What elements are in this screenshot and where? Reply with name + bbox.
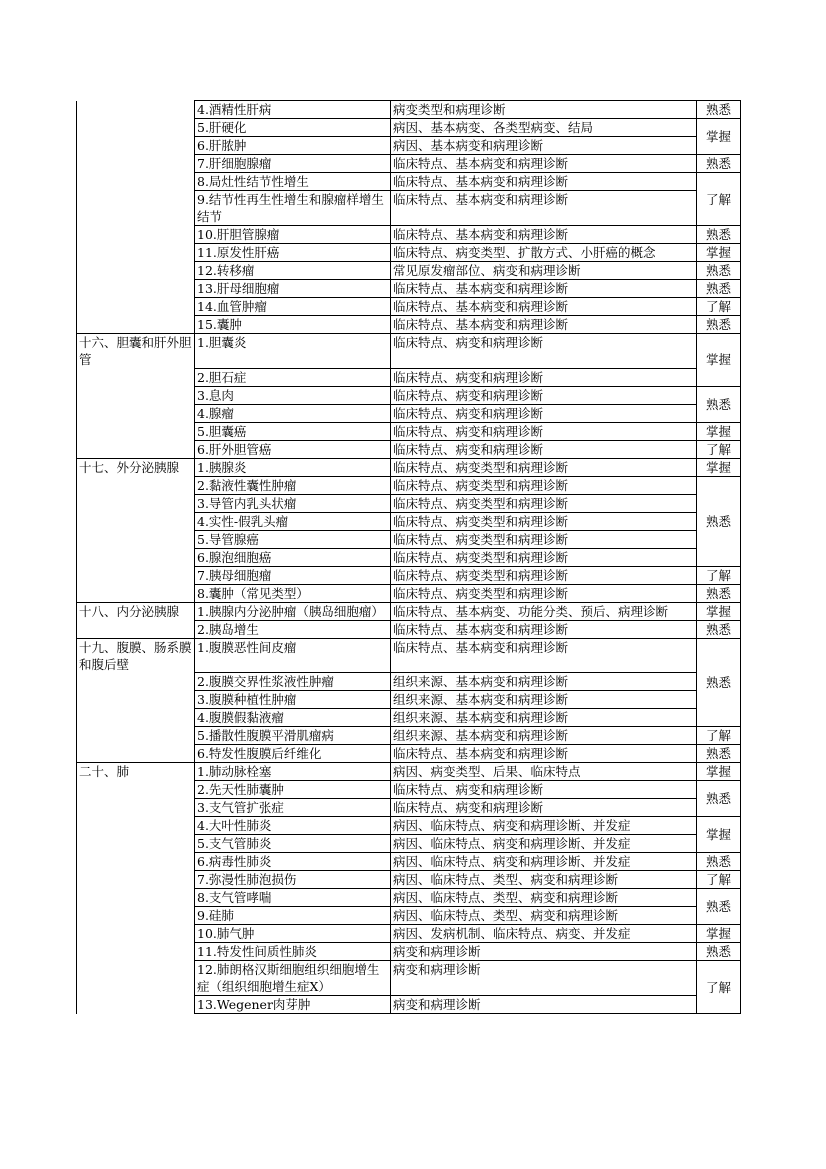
topic-cell: 2.腹膜交界性浆液性肿瘤 [195, 673, 391, 691]
requirement-cell: 常见原发瘤部位、病变和病理诊断 [391, 262, 697, 280]
level-cell: 掌握 [697, 244, 741, 262]
level-cell: 掌握 [697, 817, 741, 853]
topic-cell: 8.支气管哮喘 [195, 889, 391, 907]
category-cell [77, 119, 195, 137]
table-row [77, 925, 741, 943]
requirement-cell: 病因、临床特点、病变和病理诊断、并发症 [391, 853, 697, 871]
table-row [77, 244, 741, 262]
category-cell [77, 548, 195, 566]
topic-cell: 6.肝脓肿 [195, 137, 391, 155]
requirement-cell: 病变和病理诊断 [391, 943, 697, 961]
requirement-cell: 临床特点、病变类型和病理诊断 [391, 458, 697, 476]
table-row [77, 298, 741, 316]
level-cell: 熟悉 [697, 853, 741, 871]
topic-cell: 1.胆囊炎 [195, 334, 391, 369]
category-cell [77, 996, 195, 1014]
level-cell: 熟悉 [697, 638, 741, 727]
category-cell [77, 280, 195, 298]
category-cell [77, 494, 195, 512]
level-cell: 掌握 [697, 602, 741, 620]
topic-cell: 5.支气管肺炎 [195, 835, 391, 853]
table-row [77, 137, 741, 155]
topic-cell: 6.腺泡细胞癌 [195, 548, 391, 566]
table-row [77, 458, 741, 476]
category-cell [77, 368, 195, 386]
category-cell [77, 709, 195, 727]
table-row [77, 548, 741, 566]
table-row [77, 889, 741, 907]
level-cell: 熟悉 [697, 316, 741, 334]
requirement-cell: 临床特点、病变类型和病理诊断 [391, 548, 697, 566]
requirement-cell: 组织来源、基本病变和病理诊断 [391, 691, 697, 709]
level-cell: 熟悉 [697, 386, 741, 422]
table-row [77, 817, 741, 835]
topic-cell: 4.实性-假乳头瘤 [195, 512, 391, 530]
table-row [77, 404, 741, 422]
requirement-cell: 病变和病理诊断 [391, 961, 697, 996]
topic-cell: 10.肝胆管腺瘤 [195, 226, 391, 244]
level-cell: 熟悉 [697, 476, 741, 566]
topic-cell: 6.特发性腹膜后纤维化 [195, 745, 391, 763]
category-cell [77, 817, 195, 835]
requirement-cell: 临床特点、基本病变和病理诊断 [391, 316, 697, 334]
category-cell [77, 422, 195, 440]
level-cell: 熟悉 [697, 889, 741, 925]
requirement-cell: 临床特点、病变类型和病理诊断 [391, 566, 697, 584]
category-cell [77, 727, 195, 745]
requirement-cell: 临床特点、基本病变和病理诊断 [391, 638, 697, 673]
table-row [77, 476, 741, 494]
requirement-cell: 临床特点、基本病变和病理诊断 [391, 191, 697, 226]
category-cell: 十七、外分泌胰腺 [77, 458, 195, 476]
table-row [77, 835, 741, 853]
level-cell: 掌握 [697, 458, 741, 476]
table-row [77, 386, 741, 404]
level-cell: 了解 [697, 961, 741, 1014]
table-row [77, 638, 741, 673]
table-row [77, 119, 741, 137]
table-row [77, 781, 741, 799]
table-row [77, 101, 741, 119]
category-cell [77, 745, 195, 763]
topic-cell: 7.肝细胞腺瘤 [195, 155, 391, 173]
requirement-cell: 病因、临床特点、病变和病理诊断、并发症 [391, 835, 697, 853]
level-cell: 掌握 [697, 925, 741, 943]
requirement-cell: 组织来源、基本病变和病理诊断 [391, 727, 697, 745]
category-cell [77, 799, 195, 817]
requirement-cell: 临床特点、基本病变、功能分类、预后、病理诊断 [391, 602, 697, 620]
category-cell [77, 530, 195, 548]
requirement-cell: 病变和病理诊断 [391, 996, 697, 1014]
topic-cell: 3.腹膜种植性肿瘤 [195, 691, 391, 709]
table-row [77, 584, 741, 602]
table-row [77, 368, 741, 386]
topic-cell: 6.病毒性肺炎 [195, 853, 391, 871]
topic-cell: 5.肝硬化 [195, 119, 391, 137]
requirement-cell: 病因、临床特点、类型、病变和病理诊断 [391, 907, 697, 925]
category-cell [77, 155, 195, 173]
level-cell: 熟悉 [697, 943, 741, 961]
requirement-cell: 临床特点、基本病变和病理诊断 [391, 620, 697, 638]
topic-cell: 9.硅肺 [195, 907, 391, 925]
category-cell [77, 191, 195, 226]
category-cell [77, 226, 195, 244]
level-cell: 了解 [697, 298, 741, 316]
level-cell: 了解 [697, 871, 741, 889]
topic-cell: 15.囊肿 [195, 316, 391, 334]
requirement-cell: 临床特点、病变和病理诊断 [391, 334, 697, 369]
topic-cell: 3.息肉 [195, 386, 391, 404]
category-cell [77, 889, 195, 907]
requirement-cell: 临床特点、病变和病理诊断 [391, 386, 697, 404]
category-cell [77, 871, 195, 889]
topic-cell: 5.胆囊癌 [195, 422, 391, 440]
category-cell [77, 440, 195, 458]
requirement-cell: 临床特点、基本病变和病理诊断 [391, 745, 697, 763]
category-cell [77, 386, 195, 404]
requirement-cell: 临床特点、病变类型和病理诊断 [391, 476, 697, 494]
syllabus-body [77, 101, 741, 1014]
category-cell: 十九、腹膜、肠系膜和腹后壁 [77, 638, 195, 673]
table-row [77, 191, 741, 226]
table-row [77, 907, 741, 925]
topic-cell: 6.肝外胆管癌 [195, 440, 391, 458]
category-cell [77, 961, 195, 996]
table-row [77, 763, 741, 781]
topic-cell: 4.大叶性肺炎 [195, 817, 391, 835]
requirement-cell: 临床特点、病变和病理诊断 [391, 422, 697, 440]
level-cell: 熟悉 [697, 101, 741, 119]
category-cell [77, 566, 195, 584]
topic-cell: 7.弥漫性肺泡损伤 [195, 871, 391, 889]
category-cell [77, 620, 195, 638]
table-row [77, 173, 741, 191]
category-cell [77, 853, 195, 871]
topic-cell: 8.局灶性结节性增生 [195, 173, 391, 191]
topic-cell: 11.特发性间质性肺炎 [195, 943, 391, 961]
category-cell [77, 476, 195, 494]
level-cell: 熟悉 [697, 584, 741, 602]
category-cell [77, 173, 195, 191]
requirement-cell: 临床特点、基本病变和病理诊断 [391, 226, 697, 244]
table-row [77, 673, 741, 691]
requirement-cell: 临床特点、基本病变和病理诊断 [391, 155, 697, 173]
requirement-cell: 病因、病变类型、后果、临床特点 [391, 763, 697, 781]
level-cell: 掌握 [697, 334, 741, 387]
requirement-cell: 临床特点、基本病变和病理诊断 [391, 298, 697, 316]
requirement-cell: 临床特点、病变类型和病理诊断 [391, 494, 697, 512]
topic-cell: 4.酒精性肝病 [195, 101, 391, 119]
category-cell: 二十、肺 [77, 763, 195, 781]
topic-cell: 2.黏液性囊性肿瘤 [195, 476, 391, 494]
requirement-cell: 临床特点、基本病变和病理诊断 [391, 280, 697, 298]
level-cell: 熟悉 [697, 781, 741, 817]
category-cell [77, 835, 195, 853]
topic-cell: 14.血管肿瘤 [195, 298, 391, 316]
category-cell: 十八、内分泌胰腺 [77, 602, 195, 620]
requirement-cell: 组织来源、基本病变和病理诊断 [391, 673, 697, 691]
table-row [77, 620, 741, 638]
requirement-cell: 临床特点、基本病变和病理诊断 [391, 173, 697, 191]
category-cell [77, 925, 195, 943]
requirement-cell: 病因、临床特点、类型、病变和病理诊断 [391, 889, 697, 907]
syllabus-table [76, 100, 741, 1014]
category-cell [77, 101, 195, 119]
level-cell: 掌握 [697, 763, 741, 781]
topic-cell: 7.胰母细胞瘤 [195, 566, 391, 584]
topic-cell: 8.囊肿（常见类型） [195, 584, 391, 602]
topic-cell: 1.肺动脉栓塞 [195, 763, 391, 781]
table-row [77, 853, 741, 871]
level-cell: 熟悉 [697, 155, 741, 173]
topic-cell: 12.转移瘤 [195, 262, 391, 280]
category-cell [77, 404, 195, 422]
topic-cell: 10.肺气肿 [195, 925, 391, 943]
topic-cell: 1.腹膜恶性间皮瘤 [195, 638, 391, 673]
table-row [77, 871, 741, 889]
table-row [77, 422, 741, 440]
level-cell: 熟悉 [697, 620, 741, 638]
category-cell [77, 907, 195, 925]
category-cell [77, 673, 195, 691]
level-cell: 熟悉 [697, 745, 741, 763]
table-row [77, 727, 741, 745]
requirement-cell: 病因、临床特点、类型、病变和病理诊断 [391, 871, 697, 889]
table-row [77, 316, 741, 334]
table-row [77, 709, 741, 727]
topic-cell: 4.腹膜假黏液瘤 [195, 709, 391, 727]
requirement-cell: 病因、发病机制、临床特点、病变、并发症 [391, 925, 697, 943]
requirement-cell: 临床特点、病变类型、扩散方式、小肝癌的概念 [391, 244, 697, 262]
level-cell: 掌握 [697, 119, 741, 155]
requirement-cell: 临床特点、病变类型和病理诊断 [391, 584, 697, 602]
topic-cell: 2.先天性肺囊肿 [195, 781, 391, 799]
table-row [77, 943, 741, 961]
table-row [77, 262, 741, 280]
topic-cell: 2.胰岛增生 [195, 620, 391, 638]
requirement-cell: 病因、临床特点、病变和病理诊断、并发症 [391, 817, 697, 835]
category-cell [77, 244, 195, 262]
topic-cell: 3.导管内乳头状瘤 [195, 494, 391, 512]
requirement-cell: 临床特点、病变和病理诊断 [391, 368, 697, 386]
requirement-cell: 临床特点、病变和病理诊断 [391, 781, 697, 799]
table-row [77, 799, 741, 817]
level-cell: 了解 [697, 173, 741, 226]
requirement-cell: 临床特点、病变类型和病理诊断 [391, 512, 697, 530]
category-cell [77, 781, 195, 799]
level-cell: 熟悉 [697, 226, 741, 244]
table-row [77, 334, 741, 369]
category-cell [77, 584, 195, 602]
table-row [77, 440, 741, 458]
category-cell [77, 262, 195, 280]
table-row [77, 996, 741, 1014]
table-row [77, 602, 741, 620]
level-cell: 熟悉 [697, 280, 741, 298]
topic-cell: 5.播散性腹膜平滑肌瘤病 [195, 727, 391, 745]
table-row [77, 494, 741, 512]
category-cell: 十六、胆囊和肝外胆管 [77, 334, 195, 369]
topic-cell: 12.肺朗格汉斯细胞组织细胞增生症（组织细胞增生症X） [195, 961, 391, 996]
table-row [77, 155, 741, 173]
topic-cell: 1.胰腺内分泌肿瘤（胰岛细胞瘤） [195, 602, 391, 620]
table-row [77, 566, 741, 584]
category-cell [77, 137, 195, 155]
table-row [77, 280, 741, 298]
requirement-cell: 病因、基本病变和病理诊断 [391, 137, 697, 155]
requirement-cell: 临床特点、病变类型和病理诊断 [391, 530, 697, 548]
topic-cell: 11.原发性肝癌 [195, 244, 391, 262]
requirement-cell: 临床特点、病变和病理诊断 [391, 799, 697, 817]
table-row [77, 691, 741, 709]
level-cell: 掌握 [697, 422, 741, 440]
requirement-cell: 临床特点、病变和病理诊断 [391, 404, 697, 422]
topic-cell: 1.胰腺炎 [195, 458, 391, 476]
level-cell: 熟悉 [697, 262, 741, 280]
topic-cell: 13.肝母细胞瘤 [195, 280, 391, 298]
category-cell [77, 943, 195, 961]
table-row [77, 226, 741, 244]
requirement-cell: 组织来源、基本病变和病理诊断 [391, 709, 697, 727]
table-row [77, 745, 741, 763]
category-cell [77, 316, 195, 334]
table-row [77, 961, 741, 996]
topic-cell: 2.胆石症 [195, 368, 391, 386]
category-cell [77, 691, 195, 709]
requirement-cell: 病变类型和病理诊断 [391, 101, 697, 119]
topic-cell: 4.腺瘤 [195, 404, 391, 422]
requirement-cell: 临床特点、病变和病理诊断 [391, 440, 697, 458]
topic-cell: 5.导管腺癌 [195, 530, 391, 548]
topic-cell: 9.结节性再生性增生和腺瘤样增生结节 [195, 191, 391, 226]
level-cell: 了解 [697, 727, 741, 745]
table-row [77, 530, 741, 548]
topic-cell: 13.Wegener肉芽肿 [195, 996, 391, 1014]
category-cell [77, 512, 195, 530]
category-cell [77, 298, 195, 316]
topic-cell: 3.支气管扩张症 [195, 799, 391, 817]
requirement-cell: 病因、基本病变、各类型病变、结局 [391, 119, 697, 137]
level-cell: 了解 [697, 566, 741, 584]
table-row [77, 512, 741, 530]
level-cell: 了解 [697, 440, 741, 458]
